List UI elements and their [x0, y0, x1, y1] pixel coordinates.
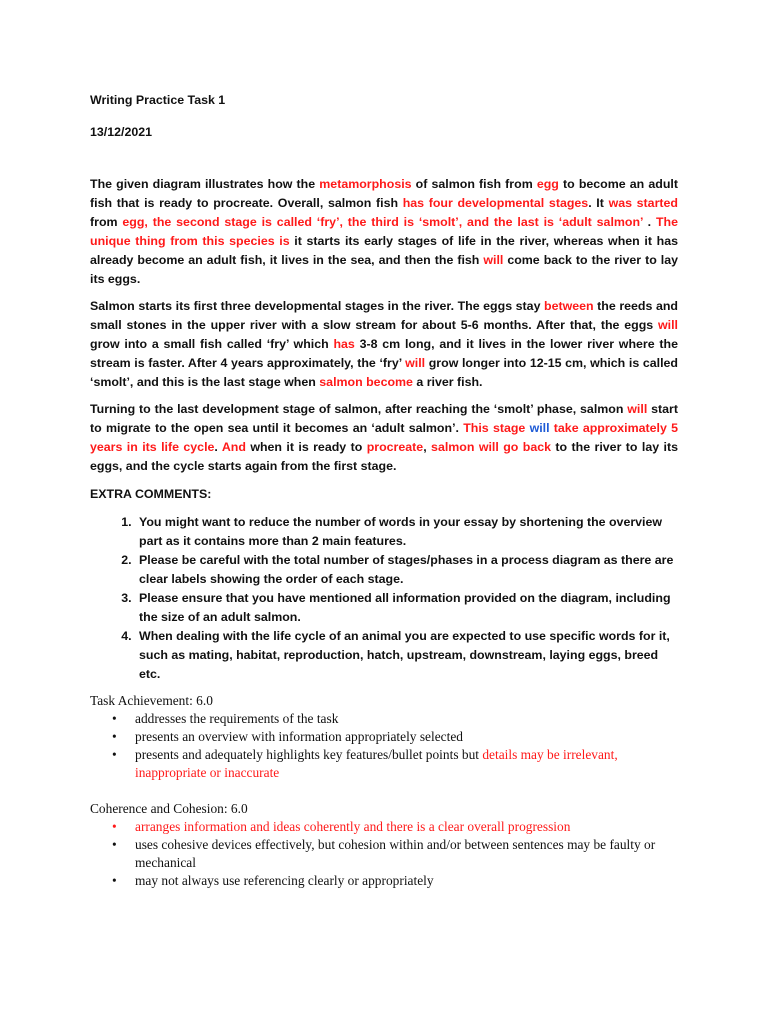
marked-error: procreate	[366, 440, 424, 454]
marked-highlight: will	[525, 421, 550, 435]
comment-item: 4. When dealing with the life cycle of an animal you are expected to use specific words for it, such as mating, habitat, reproduction, hatch, upstream, downstream, laying eggs, breed etc.	[135, 627, 678, 684]
text-run: a river fish.	[412, 375, 483, 389]
marked-error: was started	[608, 196, 678, 210]
task-achievement-section	[90, 692, 678, 782]
coherence-heading: Coherence and Cohesion: 6.0	[90, 801, 248, 816]
criteria-bullet	[90, 836, 678, 872]
text-run: the reeds and small stones in the upper river with a slow stream for about 5-6 months. After that, the eggs	[90, 299, 678, 332]
text-run: when it is ready to	[245, 440, 367, 454]
marked-error: will	[627, 402, 648, 416]
essay-paragraph-1	[90, 175, 678, 289]
marked-error: egg	[536, 177, 559, 191]
text-run: come back to the river to lay its eggs.	[90, 253, 678, 286]
marked-error: metamorphosis	[319, 177, 412, 191]
text-run: Turning to the last development stage of salmon, after reaching the ‘smolt’ phase, salmon	[90, 402, 628, 416]
essay-paragraph-3	[90, 400, 678, 476]
bullet-icon: •	[112, 711, 117, 726]
text-run: to the river to lay its eggs, and the cycle starts again from the first stage.	[90, 440, 679, 473]
text-run: grow into a small fish called ‘fry’ which	[90, 337, 334, 351]
bullet-icon: •	[112, 819, 117, 834]
criteria-bullet	[90, 728, 678, 746]
text-run: grow longer into 12-15 cm, which is called ‘smolt’, and this is the last stage when	[90, 356, 678, 389]
marked-error: will	[658, 318, 678, 332]
marked-error: has four developmental stages	[402, 196, 589, 210]
text-run: .	[642, 215, 656, 229]
text-run: of salmon fish from	[411, 177, 537, 191]
essay-content	[90, 91, 678, 684]
bullet-icon: •	[112, 747, 117, 762]
criteria-text: uses cohesive devices effectively, but cohesion within and/or between sentences may be faulty or mechanical	[135, 837, 656, 870]
text-run: Salmon starts its first three developmental stages in the river. The eggs stay	[90, 299, 545, 313]
criteria-text: may not always use referencing clearly or appropriately	[135, 873, 434, 888]
document-title: Writing Practice Task 1	[90, 93, 226, 107]
text-run: ,	[423, 440, 432, 454]
comment-item: 2. Please be careful with the total number of stages/phases in a process diagram as there are clear labels showing the order of each stage.	[135, 551, 678, 589]
comment-item: 1. You might want to reduce the number of words in your essay by shortening the overview part as it contains more than 2 main features.	[135, 513, 678, 551]
text-run: from	[90, 215, 123, 229]
bullet-icon: •	[112, 729, 117, 744]
comment-item: 3. Please ensure that you have mentioned all information provided on the diagram, including the size of an adult salmon.	[135, 589, 678, 627]
marked-error: between	[544, 299, 594, 313]
task-achievement-heading: Task Achievement: 6.0	[90, 693, 213, 708]
text-run: . It	[588, 196, 609, 210]
text-run: 3-8 cm long, and it lives in the lower river where the stream is faster. After 4 years approximately, the ‘fry’	[90, 337, 678, 370]
text-run: start to migrate to the open sea until it becomes an ‘adult salmon’.	[90, 402, 678, 435]
marked-error: will	[483, 253, 504, 267]
extra-comments-heading: EXTRA COMMENTS:	[90, 487, 212, 501]
bullet-icon: •	[112, 873, 117, 888]
text-run: The given diagram illustrates how the	[90, 177, 320, 191]
marked-error: has	[333, 337, 355, 351]
marked-error: The unique thing from this species is	[90, 215, 678, 248]
criteria-text: presents an overview with information appropriately selected	[135, 729, 463, 744]
text-run: .	[214, 440, 222, 454]
criteria-text-flagged: details may be irrelevant, inappropriate or inaccurate	[135, 747, 618, 780]
text-run: it starts its early stages of life in the river, whereas when it has already become an adult fish, it lives in the sea, and then the fish	[90, 234, 678, 267]
criteria-text: addresses the requirements of the task	[135, 711, 339, 726]
marked-error: egg, the second stage is called ‘fry’, the third is ‘smolt’, and the last is ‘adult salmon’	[122, 215, 643, 229]
criteria-text: presents and adequately highlights key features/bullet points but	[135, 747, 483, 762]
criteria-text: arranges information and ideas coherently and there is a clear overall progression	[135, 819, 571, 834]
marked-error: take approximately 5 years in its life cycle	[90, 421, 678, 454]
task-achievement-list	[90, 710, 678, 782]
criteria-bullet	[90, 710, 678, 728]
text-run: to become an adult fish that is ready to procreate. Overall, salmon fish	[90, 177, 678, 210]
bullet-icon: •	[112, 837, 117, 852]
criteria-bullet	[90, 818, 678, 836]
marked-error: This stage	[463, 421, 526, 435]
criteria-bullet	[90, 746, 678, 782]
document-date: 13/12/2021	[90, 125, 153, 139]
marked-error: salmon will go back	[431, 440, 552, 454]
essay-paragraph-2	[90, 297, 678, 392]
marked-error: And	[221, 440, 246, 454]
coherence-section	[90, 800, 678, 890]
marked-error: salmon become	[319, 375, 413, 389]
marked-error: will	[405, 356, 426, 370]
coherence-list	[90, 818, 678, 890]
extra-comments-list	[90, 513, 678, 684]
criteria-bullet	[90, 872, 678, 890]
